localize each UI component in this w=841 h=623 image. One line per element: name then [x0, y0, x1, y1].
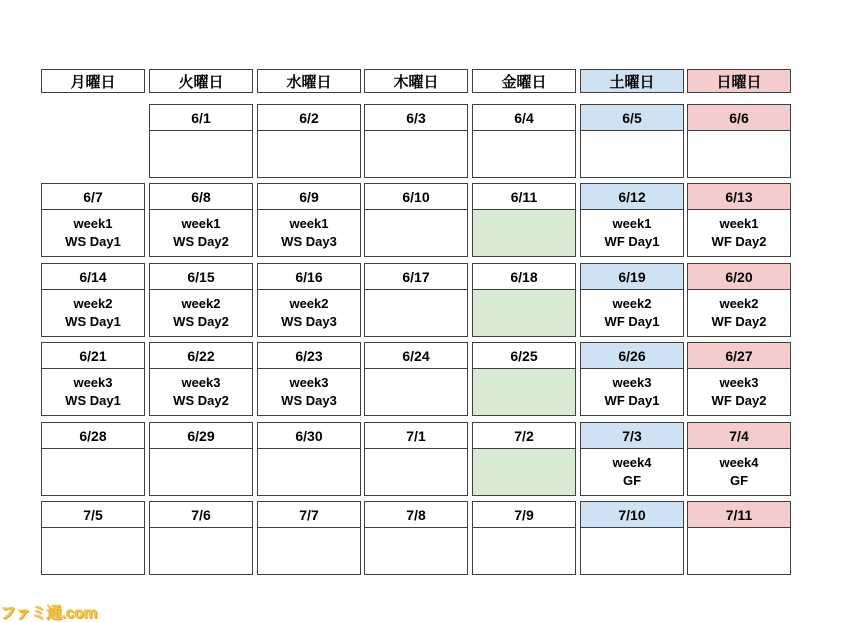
day-date: 7/3 — [580, 422, 684, 449]
day-event-label: WF Day2 — [711, 234, 767, 249]
day-event-label: WS Day3 — [281, 393, 337, 408]
day-cell[interactable] — [580, 422, 684, 496]
day-cell[interactable] — [580, 342, 684, 416]
day-date: 6/17 — [364, 263, 468, 290]
day-cell[interactable] — [687, 104, 791, 178]
day-cell[interactable] — [41, 342, 145, 416]
day-content — [472, 290, 576, 337]
day-content — [580, 210, 684, 257]
weekday-header-wed: 水曜日 — [257, 69, 361, 93]
day-cell[interactable] — [687, 183, 791, 257]
day-week-label: week1 — [289, 216, 329, 231]
day-cell[interactable] — [364, 104, 468, 178]
day-date: 6/6 — [687, 104, 791, 131]
day-week-label: week2 — [612, 296, 652, 311]
day-week-label: week4 — [719, 455, 759, 470]
day-content — [41, 369, 145, 416]
day-date: 6/23 — [257, 342, 361, 369]
day-date: 6/21 — [41, 342, 145, 369]
day-content — [257, 528, 361, 575]
day-date: 7/10 — [580, 501, 684, 528]
weekday-header-sun: 日曜日 — [687, 69, 791, 93]
day-date: 7/6 — [149, 501, 253, 528]
day-content — [472, 131, 576, 178]
day-content — [364, 131, 468, 178]
day-event-label: WS Day2 — [173, 314, 229, 329]
day-cell[interactable] — [149, 183, 253, 257]
day-date: 6/18 — [472, 263, 576, 290]
day-content — [149, 210, 253, 257]
day-content — [472, 449, 576, 496]
day-week-label: week2 — [289, 296, 329, 311]
day-content — [580, 369, 684, 416]
day-date: 6/2 — [257, 104, 361, 131]
day-event-label: WS Day1 — [65, 234, 121, 249]
day-content — [364, 369, 468, 416]
day-cell[interactable] — [257, 342, 361, 416]
day-event-label: WS Day3 — [281, 314, 337, 329]
day-date: 6/11 — [472, 183, 576, 210]
day-cell[interactable] — [149, 263, 253, 337]
day-cell[interactable] — [257, 422, 361, 496]
day-content — [149, 131, 253, 178]
day-cell[interactable] — [580, 263, 684, 337]
day-date: 6/9 — [257, 183, 361, 210]
day-date: 7/7 — [257, 501, 361, 528]
day-cell[interactable] — [687, 501, 791, 575]
day-content — [149, 290, 253, 337]
day-week-label: week3 — [719, 375, 759, 390]
day-content — [257, 290, 361, 337]
day-cell[interactable] — [472, 422, 576, 496]
day-week-label: week2 — [719, 296, 759, 311]
day-cell[interactable] — [257, 263, 361, 337]
day-date: 6/10 — [364, 183, 468, 210]
day-date: 6/15 — [149, 263, 253, 290]
day-week-label: week4 — [612, 455, 652, 470]
famitsu-logo-icon: ファミ通.com — [0, 604, 98, 622]
day-event-label: WS Day1 — [65, 393, 121, 408]
day-cell[interactable] — [364, 422, 468, 496]
day-date: 6/13 — [687, 183, 791, 210]
day-date: 6/29 — [149, 422, 253, 449]
day-date: 6/28 — [41, 422, 145, 449]
day-cell[interactable] — [364, 183, 468, 257]
day-content — [472, 528, 576, 575]
day-cell[interactable] — [472, 104, 576, 178]
day-content — [257, 449, 361, 496]
day-event-label: WS Day1 — [65, 314, 121, 329]
day-content — [580, 131, 684, 178]
day-week-label: week3 — [181, 375, 221, 390]
day-content — [149, 369, 253, 416]
day-content — [580, 528, 684, 575]
day-date: 6/24 — [364, 342, 468, 369]
day-date: 7/5 — [41, 501, 145, 528]
weekday-header-sat: 土曜日 — [580, 69, 684, 93]
day-date: 6/16 — [257, 263, 361, 290]
weekday-header-mon: 月曜日 — [41, 69, 145, 93]
day-cell[interactable] — [41, 263, 145, 337]
day-date: 6/3 — [364, 104, 468, 131]
day-date: 6/8 — [149, 183, 253, 210]
day-date: 6/22 — [149, 342, 253, 369]
day-cell[interactable] — [41, 422, 145, 496]
day-week-label: week1 — [73, 216, 113, 231]
day-cell[interactable] — [257, 104, 361, 178]
day-cell[interactable] — [41, 501, 145, 575]
day-cell[interactable] — [149, 342, 253, 416]
day-content — [149, 528, 253, 575]
day-content — [364, 449, 468, 496]
day-content — [687, 449, 791, 496]
day-cell[interactable] — [472, 342, 576, 416]
day-cell[interactable] — [257, 183, 361, 257]
day-event-label: GF — [622, 473, 642, 488]
day-date: 6/25 — [472, 342, 576, 369]
day-content — [41, 528, 145, 575]
day-date: 7/1 — [364, 422, 468, 449]
day-event-label: WF Day2 — [711, 314, 767, 329]
day-date: 7/11 — [687, 501, 791, 528]
day-cell[interactable] — [41, 183, 145, 257]
day-content — [364, 290, 468, 337]
day-event-label: WS Day2 — [173, 234, 229, 249]
day-week-label: week1 — [719, 216, 759, 231]
day-content — [41, 290, 145, 337]
day-event-label: WS Day3 — [281, 234, 337, 249]
day-date: 6/26 — [580, 342, 684, 369]
day-date: 7/9 — [472, 501, 576, 528]
day-content — [257, 210, 361, 257]
day-date: 6/20 — [687, 263, 791, 290]
day-week-label: week1 — [181, 216, 221, 231]
day-event-label: WS Day2 — [173, 393, 229, 408]
day-event-label: WF Day1 — [604, 393, 660, 408]
day-date: 6/19 — [580, 263, 684, 290]
day-date: 6/5 — [580, 104, 684, 131]
day-cell[interactable] — [149, 501, 253, 575]
day-content — [257, 131, 361, 178]
day-cell[interactable] — [257, 501, 361, 575]
day-cell[interactable] — [687, 342, 791, 416]
day-event-label: WF Day2 — [711, 393, 767, 408]
day-event-label: WF Day1 — [604, 314, 660, 329]
day-content — [580, 449, 684, 496]
day-content — [364, 528, 468, 575]
day-date: 6/4 — [472, 104, 576, 131]
day-cell[interactable] — [580, 501, 684, 575]
day-cell[interactable] — [364, 263, 468, 337]
day-week-label: week3 — [612, 375, 652, 390]
day-cell[interactable] — [687, 263, 791, 337]
weekday-header-thu: 木曜日 — [364, 69, 468, 93]
day-week-label: week3 — [73, 375, 113, 390]
day-content — [41, 449, 145, 496]
day-date: 6/14 — [41, 263, 145, 290]
day-cell[interactable] — [364, 501, 468, 575]
day-content — [580, 290, 684, 337]
day-date: 7/4 — [687, 422, 791, 449]
day-cell[interactable] — [580, 104, 684, 178]
day-date: 6/12 — [580, 183, 684, 210]
day-week-label: week2 — [181, 296, 221, 311]
day-date: 6/7 — [41, 183, 145, 210]
day-event-label: GF — [729, 473, 749, 488]
day-week-label: week1 — [612, 216, 652, 231]
day-cell[interactable] — [472, 501, 576, 575]
day-content — [687, 131, 791, 178]
day-content — [687, 528, 791, 575]
day-event-label: WF Day1 — [604, 234, 660, 249]
day-date: 7/2 — [472, 422, 576, 449]
day-week-label: week2 — [73, 296, 113, 311]
day-content — [687, 290, 791, 337]
day-cell[interactable] — [580, 183, 684, 257]
day-content — [257, 369, 361, 416]
day-date: 6/1 — [149, 104, 253, 131]
day-cell[interactable] — [149, 104, 253, 178]
day-cell[interactable] — [687, 422, 791, 496]
weekday-header-fri: 金曜日 — [472, 69, 576, 93]
weekday-header-tue: 火曜日 — [149, 69, 253, 93]
day-content — [472, 210, 576, 257]
day-content — [687, 210, 791, 257]
day-cell[interactable] — [364, 342, 468, 416]
day-date: 7/8 — [364, 501, 468, 528]
day-content — [472, 369, 576, 416]
day-content — [149, 449, 253, 496]
day-week-label: week3 — [289, 375, 329, 390]
day-cell[interactable] — [472, 263, 576, 337]
day-date: 6/30 — [257, 422, 361, 449]
day-cell[interactable] — [472, 183, 576, 257]
day-content — [364, 210, 468, 257]
day-content — [41, 210, 145, 257]
day-cell[interactable] — [149, 422, 253, 496]
day-date: 6/27 — [687, 342, 791, 369]
day-content — [687, 369, 791, 416]
